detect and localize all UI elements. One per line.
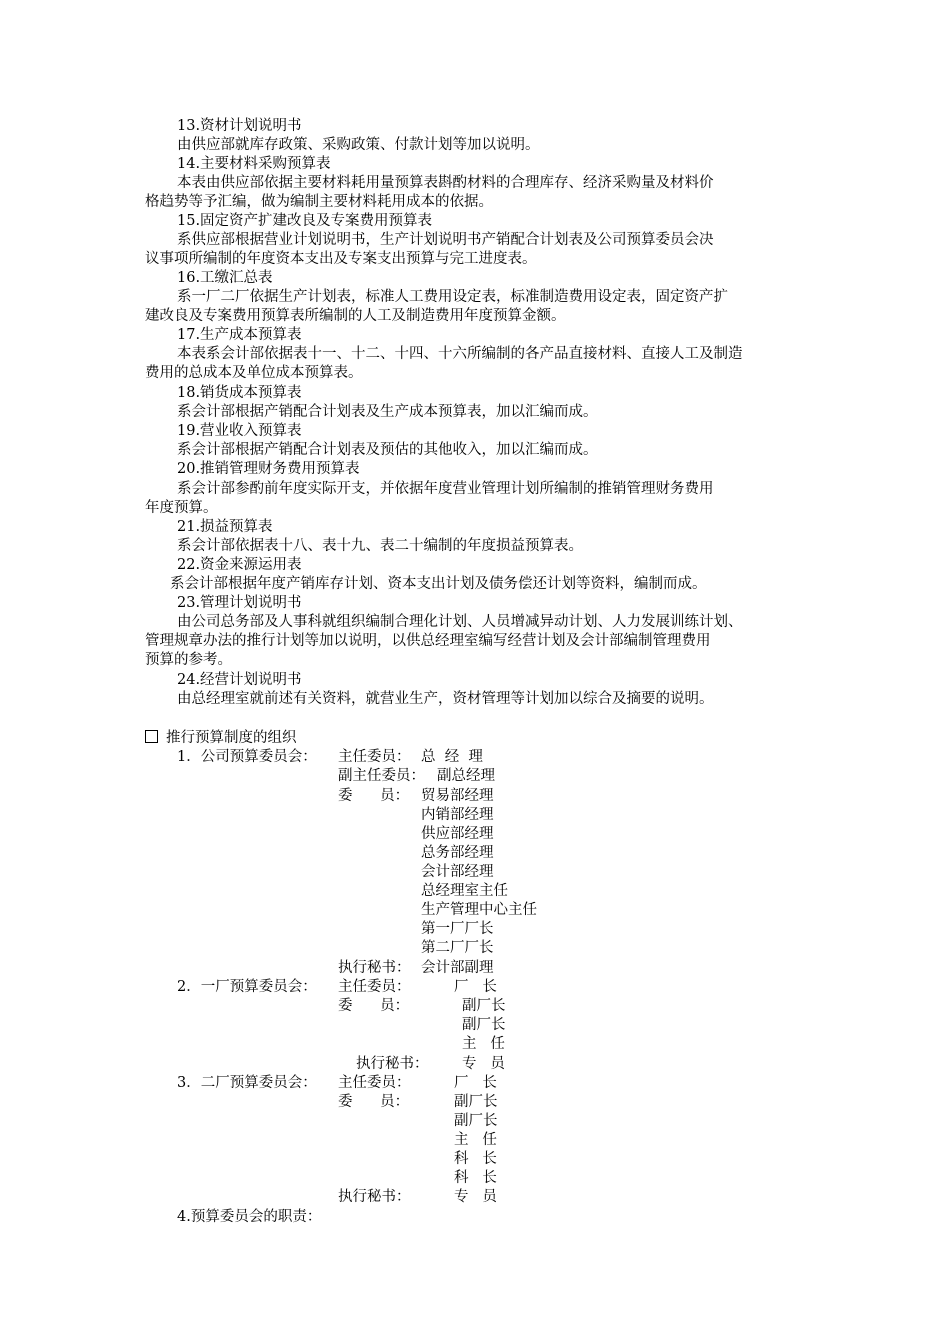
- committee-3-member: 科 长: [454, 1170, 497, 1186]
- committee-2-members-label: 委 员：: [338, 998, 410, 1014]
- item-15-body-line: 议事项所编制的年度资本支出及专案支出预算与完工进度表。: [145, 251, 537, 267]
- committee-1-chair-label: 主任委员：: [338, 749, 411, 765]
- committee-1-secretary-label: 执行秘书：: [338, 960, 411, 976]
- committee-3-members-label: 委 员：: [338, 1094, 410, 1110]
- item-15-heading: 15.固定资产扩建改良及专案费用预算表: [177, 213, 433, 229]
- item-21-heading: 21.损益预算表: [177, 519, 273, 535]
- committee-3-member: 副厂长: [454, 1113, 498, 1129]
- committee-3-secretary: 专 员: [454, 1189, 497, 1205]
- item-16-body-line: 系一厂二厂依据生产计划表，标准人工费用设定表，标准制造费用设定表，固定资产扩: [177, 289, 728, 305]
- item-17-body-line: 费用的总成本及单位成本预算表。: [145, 365, 363, 381]
- item-13-heading: 13.资材计划说明书: [177, 118, 302, 134]
- committee-3-member: 科 长: [454, 1151, 497, 1167]
- committee-1-chair: 总 经 理: [421, 749, 483, 765]
- committee-1-member: 第一厂厂长: [421, 921, 494, 937]
- committee-3-member: 副厂长: [454, 1094, 498, 1110]
- committee-duties-heading: 4.预算委员会的职责：: [177, 1209, 322, 1225]
- item-24-body-line: 由总经理室就前述有关资料，就营业生产，资材管理等计划加以综合及摘要的说明。: [177, 691, 714, 707]
- committee-3-secretary-label: 执行秘书：: [338, 1189, 411, 1205]
- committee-2-member: 主 任: [462, 1036, 505, 1052]
- section-heading: [145, 729, 297, 748]
- item-23-body-line: 由公司总务部及人事科就组织编制合理化计划、人员增减异动计划、人力发展训练计划、: [177, 614, 743, 630]
- item-17-body-line: 本表系会计部依据表十一、十二、十四、十六所编制的各产品直接材料、直接人工及制造: [177, 346, 743, 362]
- committee-1-members-label: 委 员：: [338, 788, 410, 804]
- item-18-body-line: 系会计部根据产销配合计划表及生产成本预算表，加以汇编而成。: [177, 404, 598, 420]
- committee-1-label: 1．公司预算委员会：: [177, 749, 317, 765]
- item-18-heading: 18.销货成本预算表: [177, 385, 302, 401]
- committee-3-chair-label: 主任委员：: [338, 1075, 411, 1091]
- committee-2-chair: 厂 长: [454, 979, 497, 995]
- committee-2-label: 2．一厂预算委员会：: [177, 979, 317, 995]
- committee-1-member: 第二厂厂长: [421, 940, 494, 956]
- item-20-body-line: 年度预算。: [145, 500, 218, 516]
- committee-3-member: 主 任: [454, 1132, 497, 1148]
- committee-3-chair: 厂 长: [454, 1075, 497, 1091]
- item-19-heading: 19.营业收入预算表: [177, 423, 302, 439]
- item-20-body-line: 系会计部参酌前年度实际开支，并依据年度营业管理计划所编制的推销管理财务费用: [177, 481, 714, 497]
- section-title: 推行预算制度的组织: [166, 730, 297, 746]
- item-20-heading: 20.推销管理财务费用预算表: [177, 461, 360, 477]
- committee-1-vice-label: 副主任委员：: [338, 768, 425, 784]
- committee-1-member: 贸易部经理: [421, 788, 494, 804]
- item-23-heading: 23.管理计划说明书: [177, 595, 302, 611]
- item-16-body-line: 建改良及专案费用预算表所编制的人工及制造费用年度预算金额。: [145, 308, 566, 324]
- item-14-body-line: 本表由供应部依据主要材料耗用量预算表斟酌材料的合理库存、经济采购量及材料价: [177, 175, 714, 191]
- item-22-heading: 22.资金来源运用表: [177, 557, 302, 573]
- item-16-heading: 16.工缴汇总表: [177, 270, 273, 286]
- committee-2-member: 副厂长: [462, 1017, 506, 1033]
- committee-1-vice: 副总经理: [437, 768, 495, 784]
- committee-1-member: 供应部经理: [421, 826, 494, 842]
- item-14-heading: 14.主要材料采购预算表: [177, 156, 331, 172]
- item-23-body-line: 管理规章办法的推行计划等加以说明，以供总经理室编写经营计划及会计部编制管理费用: [145, 633, 711, 649]
- committee-1-member: 总务部经理: [421, 845, 494, 861]
- item-13-body-line: 由供应部就库存政策、采购政策、付款计划等加以说明。: [177, 137, 540, 153]
- checkbox-square-icon: [145, 730, 158, 743]
- item-22-body-line: 系会计部根据年度产销库存计划、资本支出计划及债务偿还计划等资料，编制而成。: [170, 576, 707, 592]
- committee-2-chair-label: 主任委员：: [338, 979, 411, 995]
- item-21-body-line: 系会计部依据表十八、表十九、表二十编制的年度损益预算表。: [177, 538, 583, 554]
- committee-1-member: 会计部经理: [421, 864, 494, 880]
- committee-2-secretary: 专 员: [462, 1056, 505, 1072]
- committee-1-member: 总经理室主任: [421, 883, 508, 899]
- committee-2-secretary-label: 执行秘书：: [356, 1056, 429, 1072]
- item-23-body-line: 预算的参考。: [145, 652, 232, 668]
- item-19-body-line: 系会计部根据产销配合计划表及预估的其他收入，加以汇编而成。: [177, 442, 598, 458]
- committee-1-member: 生产管理中心主任: [421, 902, 537, 918]
- committee-2-member: 副厂长: [462, 998, 506, 1014]
- committee-3-label: 3．二厂预算委员会：: [177, 1075, 317, 1091]
- item-17-heading: 17.生产成本预算表: [177, 327, 302, 343]
- item-14-body-line: 格趋势等予汇编，做为编制主要材料耗用成本的依据。: [145, 194, 493, 210]
- committee-1-member: 内销部经理: [421, 807, 494, 823]
- item-24-heading: 24.经营计划说明书: [177, 672, 302, 688]
- item-15-body-line: 系供应部根据营业计划说明书，生产计划说明书产销配合计划表及公司预算委员会决: [177, 232, 714, 248]
- committee-1-secretary: 会计部副理: [421, 960, 494, 976]
